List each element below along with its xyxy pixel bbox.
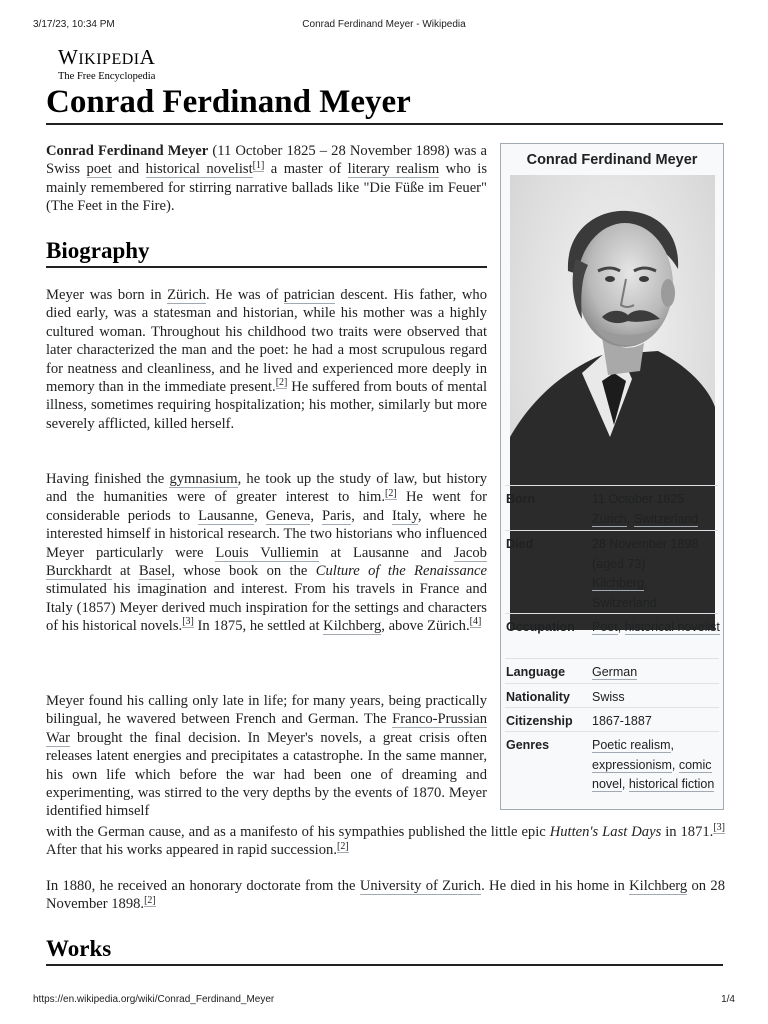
infobox-value-died: 28 November 1898 (aged 73) Kilchberg, Switzerland [592,537,699,610]
biography-paragraph-4: In 1880, he received an honorary doctorate from the University of Zurich. He died in his home in Kilchberg on 28 November 1898.[2] [46,878,725,913]
link-poet[interactable]: Poet [592,620,618,634]
infobox-value-born: 11 October 1825 Zürich, Switzerland [592,492,699,526]
link-comic-novel[interactable]: comic novel [592,757,712,791]
wikipedia-wordmark: WIKIPEDIA [58,45,156,69]
infobox-row-occupation [505,613,719,657]
infobox [500,143,724,810]
link-switzerland[interactable]: Switzerland [633,511,699,526]
infobox-value-occupation: Poet, historical novelist [592,620,720,634]
ref-4[interactable]: [4] [469,616,482,628]
link-franco-prussian-war[interactable]: Franco-Prussian War [46,711,487,746]
infobox-row-died [505,530,719,612]
print-url: https://en.wikipedia.org/wiki/Conrad_Ferdinand_Meyer [33,994,275,1005]
print-page-number: 1/4 [721,994,735,1005]
intro-paragraph: Conrad Ferdinand Meyer (11 October 1825 – 28 November 1898) was a Swiss poet and historical novelist[1] a master of literary realism who is mainly remembered for stirring narrative ballads like "Die Füße im Feuer" (The Feet in the Fire). [46,143,487,215]
section-heading-biography: Biography [46,238,150,263]
infobox-label-citizenship: Citizenship [506,714,573,728]
link-jacob-burckhardt[interactable]: Jacob Burckhardt [46,544,487,580]
wikipedia-tagline: The Free Encyclopedia [58,71,156,82]
infobox-value-genres: Poetic realism, expressionism, comic novel, historical fiction [592,738,715,791]
ref-2[interactable]: [2] [385,487,397,499]
link-zurich[interactable]: Zürich [167,287,207,303]
infobox-row-genres [505,731,719,807]
infobox-label-nationality: Nationality [506,690,570,704]
biography-paragraph-3-continued: with the German cause, and as a manifesto of his sympathies published the little epic Hutten's Last Days in 1871.[3] After that his works appeared in rapid succession.[2] [46,822,725,859]
infobox-label-died: Died [506,537,534,551]
link-poet[interactable]: poet [86,161,112,178]
link-paris[interactable]: Paris [322,507,352,524]
ref-3[interactable]: [3] [182,616,194,628]
link-patrician[interactable]: patrician [283,287,335,303]
biography-paragraph-1: Meyer was born in Zürich. He was of patrician descent. His father, who died early, was a statesman and historian, while his mother was a highly cultured woman. Throughout his childhood two traits were observed that later characterized the man and the poet: he had a most scrupulous regard for neatness and cleanliness, and he lived and experienced more deeply in memory than in the immediate present.[2] He suffered from bouts of mental illness, sometimes requiring hospitalization; his mother, similarly but more severely afflicted, killed herself. [46,287,488,432]
link-zurich[interactable]: Zürich [592,511,627,526]
link-literary-realism[interactable]: literary realism [347,161,440,178]
link-historical-fiction[interactable]: historical fiction [628,777,715,791]
link-university-of-zurich[interactable]: University of Zurich [359,878,482,894]
print-date: 3/17/23, 10:34 PM [33,19,115,30]
works-divider [46,964,723,966]
link-poetic-realism[interactable]: Poetic realism [592,738,671,752]
infobox-value-nationality: Swiss [592,690,625,704]
biography-paragraph-2: Having finished the gymnasium, he took up the study of law, but history and the humanities were of greater interest to him.[2] He went for considerable periods to Lausanne, Geneva, Paris, and Italy, where he interested himself in historical research. The two historians who influenced Meyer particularly were Louis Vulliemin at Lausanne and Jacob Burckhardt at Basel, whose book on the Culture of the Renaissance stimulated his imagination and interest. From his travels in France and Italy (1857) Meyer derived much inspiration for the settings and characters of his historical novels.[3] In 1875, he settled at Kilchberg, above Zürich.[4] [46,471,488,635]
link-kilchberg[interactable]: Kilchberg [323,618,382,635]
ref-1[interactable]: [1] [252,159,265,171]
link-german[interactable]: German [592,665,638,679]
link-expressionism[interactable]: expressionism [592,757,672,772]
link-lausanne[interactable]: Lausanne [198,507,255,524]
wikipedia-logo[interactable] [58,46,155,83]
section-heading-works: Works [46,936,112,961]
ref-2[interactable]: [2] [275,377,288,389]
print-header [33,19,735,33]
link-basel[interactable]: Basel [138,563,172,580]
link-kilchberg[interactable]: Kilchberg [629,878,688,894]
infobox-label-born: Born [506,492,536,506]
page-title: Conrad Ferdinand Meyer [46,84,411,120]
title-divider [46,123,723,125]
infobox-label-occupation: Occupation [506,620,575,634]
biography-divider [46,266,487,268]
print-title: Conrad Ferdinand Meyer - Wikipedia [302,19,466,30]
infobox-row-nationality [505,683,719,707]
ref-2[interactable]: [2] [336,840,349,852]
infobox-title: Conrad Ferdinand Meyer [526,152,698,168]
biography-paragraph-3: Meyer found his calling only late in life; for many years, being practically bilingual, he wavered between French and German. The Franco-Prussian War brought the final decision. In Meyer's novels, a great crisis often releases latent energies and precipitates a catastrophe. In the same manner, his own life which before the war had been one of dreaming and experimenting, was stirred to the very depths by the events of 1870. Meyer identified himself [46,693,487,820]
infobox-label-language: Language [506,665,566,679]
link-historical-novelist[interactable]: historical novelist [145,161,253,178]
infobox-value-citizenship: 1867-1887 [592,714,652,728]
link-louis-vulliemin[interactable]: Louis Vulliemin [215,544,319,561]
link-italy[interactable]: Italy [392,507,418,524]
print-footer [33,994,735,1008]
infobox-label-genres: Genres [506,738,550,752]
link-kilchberg[interactable]: Kilchberg [592,576,645,590]
infobox-row-born [505,485,719,529]
infobox-value-language [592,663,724,683]
infobox-row-citizenship [505,707,719,731]
infobox-row-language [505,658,719,682]
link-gymnasium[interactable]: gymnasium [169,471,238,487]
link-historical-novelist[interactable]: historical novelist [624,620,720,634]
ref-2[interactable]: [2] [144,894,156,906]
ref-3[interactable]: [3] [713,822,725,834]
link-geneva[interactable]: Geneva [265,507,311,524]
